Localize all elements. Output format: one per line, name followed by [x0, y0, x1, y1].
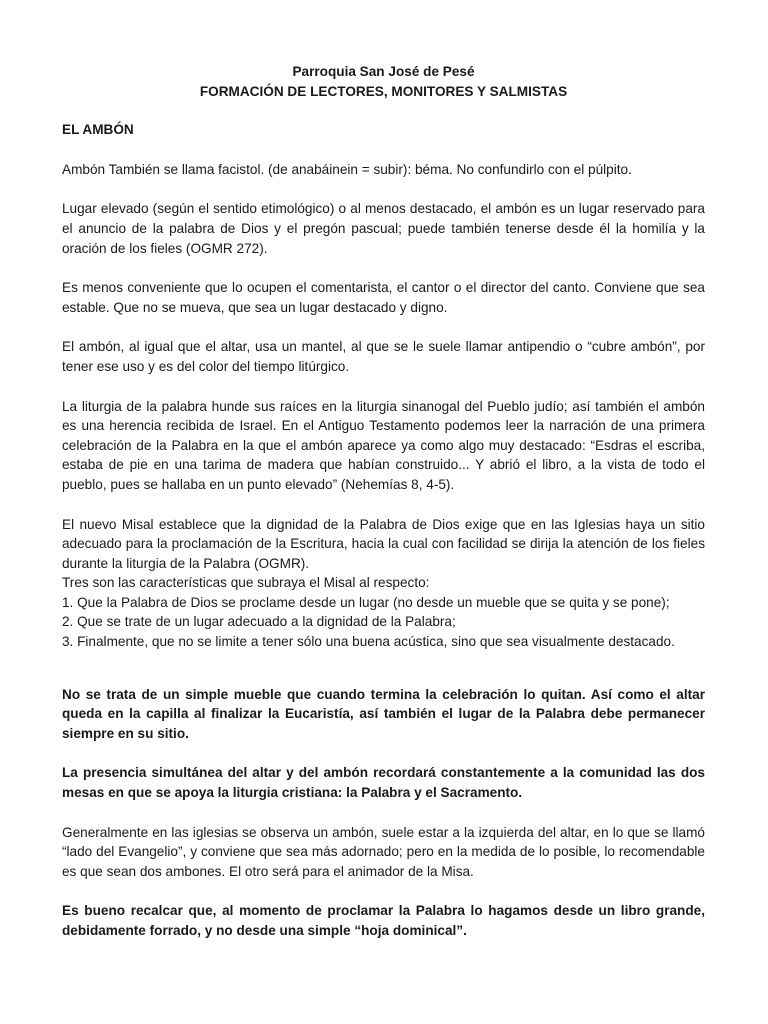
- paragraph-two-tables: La presencia simultánea del altar y del ambón recordará constantemente a la comunidad las dos mesas en que se apoya la liturgia cristiana: la Palabra y el Sacramento.: [62, 765, 705, 801]
- section-title: EL AMBÓN: [62, 122, 134, 138]
- document-header: [62, 62, 705, 101]
- paragraph-two-ambos: Generalmente en las iglesias se observa un ambón, suele estar a la izquierda del altar, en lo que se llamó “lado del Evangelio”, y conviene que sea más adornado; pero en la medida de lo posible, lo recomendable es que sean dos ambones. El otro será para el animador de la Misa.: [62, 824, 705, 879]
- paragraph-history: La liturgia de la palabra hunde sus raíces en la liturgia sinanogal del Pueblo judío; así también el ambón es una herencia recibida de Israel. En el Antiguo Testamento podemos leer la narración de una primera celebración de la Palabra en la que el ambón aparece ya como algo muy destacado: “Esdras el escriba, estaba de pie en una tarima de madera que habían construido... Y abrió el libro, a la vista de todo el pueblo, pues se hallaba en un punto elevado” (Nehemías 8, 4-5).: [62, 398, 705, 492]
- document-page: [62, 62, 705, 941]
- paragraph-not-furniture: No se trata de un simple mueble que cuando termina la celebración lo quitan. Así como el altar queda en la capilla al finalizar la Eucaristía, así también el lugar de la Palabra debe permanecer siempre en su sitio.: [62, 686, 705, 741]
- paragraph-missal: El nuevo Misal establece que la dignidad de la Palabra de Dios exige que en las Iglesias haya un sitio adecuado para la proclamación de la Escritura, hacia la cual con facilidad se dirija la atención de los fieles durante la liturgia de la Palabra (OGMR).: [62, 516, 705, 571]
- list-item: 3. Finalmente, que no se limite a tener sólo una buena acústica, sino que sea visualmente destacado.: [62, 634, 675, 650]
- list-item: 1. Que la Palabra de Dios se proclame desde un lugar (no desde un mueble que se quita y se pone);: [62, 594, 670, 610]
- paragraph-large-book: Es bueno recalcar que, al momento de proclamar la Palabra lo hagamos desde un libro grande, debidamente forrado, y no desde una simple “hoja dominical”.: [62, 903, 705, 938]
- paragraph-cloth: El ambón, al igual que el altar, usa un mantel, al que se le suele llamar antipendio o “cubre ambón”, por tener ese uso y es del color del tiempo litúrgico.: [62, 339, 705, 374]
- paragraph-characteristics-intro: Tres son las características que subraya el Misal al respecto:: [62, 575, 430, 591]
- paragraph-usage: Es menos conveniente que lo ocupen el comentarista, el cantor o el director del canto. Conviene que sea estable. Que no se mueva, que sea un lugar destacado y digno.: [62, 280, 705, 315]
- paragraph-elevated-place: Lugar elevado (según el sentido etimológico) o al menos destacado, el ambón es un lugar reservado para el anuncio de la palabra de Dios y el pregón pascual; puede también tenerse desde él la homilía y la oración de los fieles (OGMR 272).: [62, 201, 705, 256]
- list-item: 2. Que se trate de un lugar adecuado a la dignidad de la Palabra;: [62, 614, 456, 630]
- parish-name: Parroquia San José de Pesé: [292, 64, 475, 79]
- program-title: FORMACIÓN DE LECTORES, MONITORES Y SALMISTAS: [199, 83, 568, 99]
- paragraph-definition: Ambón También se llama facistol. (de anabáinein = subir): béma. No confundirlo con el púlpito.: [62, 161, 632, 177]
